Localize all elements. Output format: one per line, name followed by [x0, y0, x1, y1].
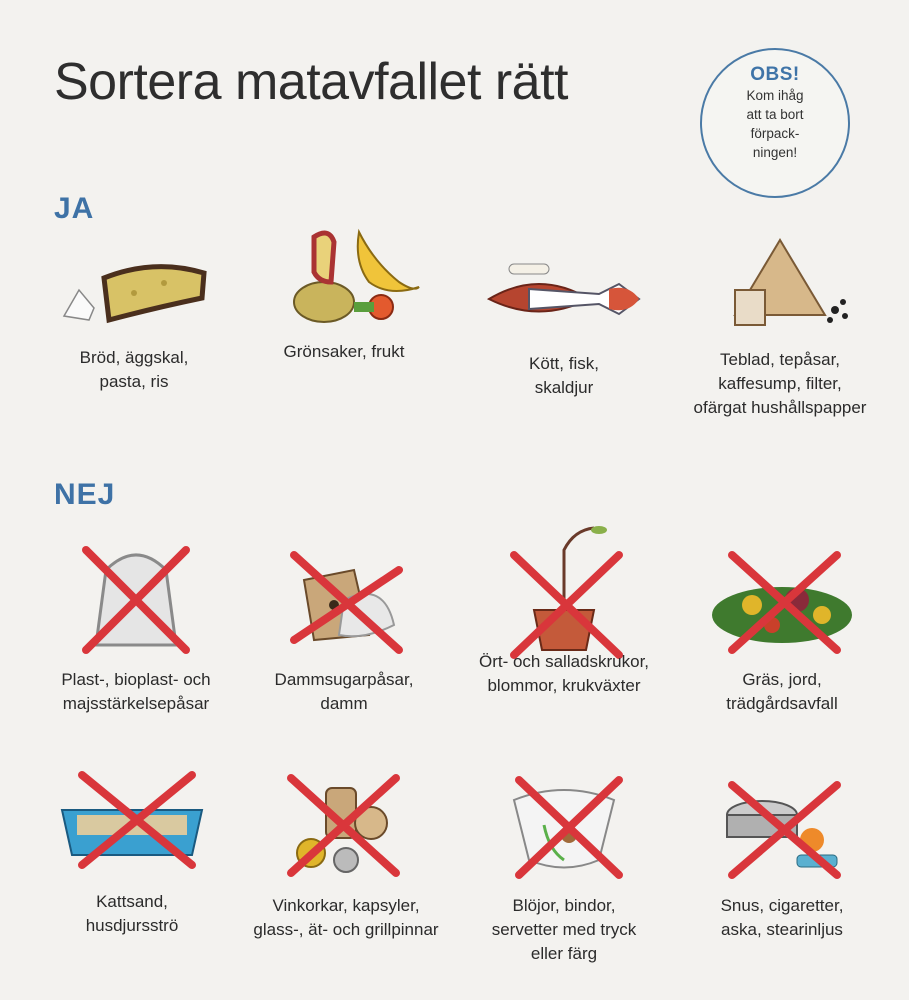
ja-item-vegetables [234, 222, 454, 364]
nej-item-diaper [454, 770, 674, 966]
obs-line: ningen! [752, 145, 798, 160]
obs-badge [700, 48, 850, 198]
item-caption: Bröd, äggskal, pasta, ris [79, 348, 189, 391]
section-nej-heading: NEJ [54, 478, 116, 511]
nej-item-snus-cigarettes [672, 770, 892, 942]
item-caption: Grönsaker, frukt [283, 342, 405, 361]
garden-waste-icon [702, 540, 862, 660]
item-caption: Gräs, jord, trädgårdsavfall [726, 670, 838, 713]
obs-heading: OBS! [750, 64, 800, 85]
section-ja-heading: JA [54, 192, 95, 225]
nej-item-plastic-bag [26, 540, 246, 716]
bread-eggshell-icon [54, 238, 214, 338]
item-caption: Vinkorkar, kapsyler, glass-, ät- och grillpinnar [253, 896, 439, 939]
corks-caps-icon [271, 768, 421, 878]
item-caption: Ört- och salladskrukor, blommor, krukväxter [478, 652, 650, 695]
ja-item-meat-fish [454, 244, 674, 400]
item-caption: Teblad, tepåsar, kaffesump, filter, ofärgat hushållspapper [693, 350, 867, 417]
obs-line: förpack- [750, 126, 800, 141]
cat-litter-icon [42, 770, 222, 870]
nej-item-cat-litter [22, 770, 242, 938]
ja-item-bread [24, 238, 244, 394]
nej-item-garden-waste [672, 540, 892, 716]
item-caption: Blöjor, bindor, servetter med tryck eller färg [491, 896, 637, 963]
item-caption: Kattsand, husdjursströ [85, 892, 179, 935]
obs-line: att ta bort [746, 107, 804, 122]
diaper-icon [489, 770, 639, 880]
plastic-bag-icon [66, 540, 206, 660]
item-caption: Dammsugarpåsar, damm [274, 670, 414, 713]
nej-item-corks-caps [236, 768, 456, 942]
obs-line: Kom ihåg [746, 88, 804, 103]
meat-fish-icon [479, 244, 649, 344]
potted-plant-icon [494, 520, 634, 660]
page-title: Sortera matavfallet rätt [54, 53, 568, 111]
ja-item-tea-coffee [670, 230, 890, 420]
nej-item-potted-plant [454, 520, 674, 698]
vacuum-bag-icon [274, 540, 414, 660]
nej-item-vacuum-bag [234, 540, 454, 716]
item-caption: Kött, fisk, skaldjur [529, 354, 599, 397]
vegetables-fruit-icon [259, 222, 429, 332]
item-caption: Plast-, bioplast- och majsstärkelsepåsar [61, 670, 211, 713]
snus-snuff-icon [702, 770, 862, 880]
tea-coffee-filter-icon [695, 230, 865, 340]
item-caption: Snus, cigaretter, aska, stearinljus [720, 896, 844, 939]
